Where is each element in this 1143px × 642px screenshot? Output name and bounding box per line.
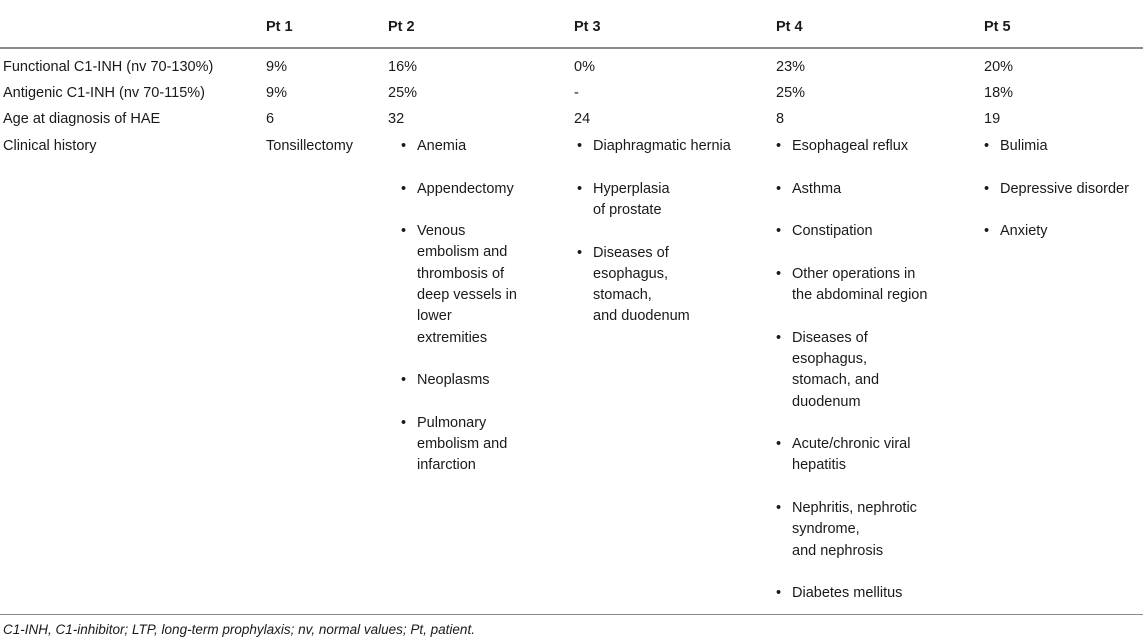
clinical-item-text: Venous (417, 223, 466, 240)
clinical-item-text: stomach, (593, 287, 652, 304)
cell-age-pt5: 19 (984, 111, 1001, 127)
clinical-item-text: Diaphragmatic hernia (593, 138, 731, 154)
clinical-item-text: stomach, and (792, 372, 880, 389)
header-pt2: Pt 2 (388, 19, 415, 35)
bullet-icon: • (776, 180, 782, 197)
header-pt4: Pt 4 (776, 19, 803, 35)
clinical-item-text: Diseases of (792, 329, 868, 346)
clinical-item-text: and duodenum (593, 308, 690, 325)
cell-age-pt4: 8 (776, 111, 785, 127)
clinical-item-text: deep vessels in (417, 287, 517, 304)
bullet-icon: • (776, 329, 782, 346)
clinical-item-text: Asthma (792, 180, 842, 197)
bullet-icon: • (577, 244, 583, 261)
bullet-icon: • (776, 223, 782, 240)
bullet-icon: • (401, 414, 407, 431)
row-label-functional: Functional C1-INH (nv 70-130%) (3, 59, 214, 75)
header-pt5: Pt 5 (984, 19, 1011, 35)
cell-functional-pt3: 0% (574, 59, 595, 75)
cell-functional-pt5: 20% (984, 59, 1014, 75)
cell-age-pt2: 32 (388, 111, 405, 127)
bullet-icon: • (401, 138, 407, 154)
clinical-item-text: Other operations in (792, 265, 916, 282)
clinical-item-text: Acute/chronic viral (792, 436, 911, 453)
clinical-item-text: Esophageal reflux (792, 138, 909, 154)
cell-functional-pt1: 9% (266, 59, 287, 75)
clinical-item-text: Hyperplasia (593, 180, 670, 197)
row-label-clinical-history: Clinical history (3, 138, 97, 154)
clinical-item-text: Depressive disorder (1000, 180, 1129, 197)
bullet-icon: • (984, 223, 990, 240)
cell-antigenic-pt4: 25% (776, 85, 806, 101)
cell-antigenic-pt5: 18% (984, 85, 1014, 101)
clinical-item-text: thrombosis of (417, 265, 505, 282)
clinical-item-text: Neoplasms (417, 372, 490, 389)
clinical-item-text: Appendectomy (417, 180, 514, 197)
clinical-item-text: esophagus, (792, 350, 867, 367)
bullet-icon: • (577, 180, 583, 197)
cell-antigenic-pt1: 9% (266, 85, 287, 101)
bullet-icon: • (776, 138, 782, 154)
bullet-icon: • (776, 585, 782, 602)
clinical-item-text: esophagus, (593, 265, 668, 282)
bullet-icon: • (984, 138, 990, 154)
clinical-item-text: and nephrosis (792, 542, 884, 559)
clinical-item-text: duodenum (792, 393, 861, 410)
clinical-item-text: extremities (417, 329, 488, 346)
cell-clinical-pt1: Tonsillectomy (266, 138, 354, 154)
bullet-icon: • (776, 436, 782, 453)
clinical-item-text: the abdominal region (792, 287, 928, 304)
bullet-icon: • (984, 180, 990, 197)
clinical-item-text: Pulmonary (417, 414, 487, 431)
clinical-item-text: hepatitis (792, 457, 847, 474)
cell-functional-pt4: 23% (776, 59, 806, 75)
cell-age-pt3: 24 (574, 111, 591, 127)
clinical-item-text: Anemia (417, 138, 467, 154)
row-label-antigenic: Antigenic C1-INH (nv 70-115%) (3, 85, 206, 101)
bullet-icon: • (776, 265, 782, 282)
row-label-age: Age at diagnosis of HAE (3, 111, 161, 127)
clinical-item-text: embolism and (417, 436, 508, 453)
header-divider (0, 47, 1143, 49)
cell-antigenic-pt2: 25% (388, 85, 418, 101)
bullet-icon: • (401, 180, 407, 197)
clinical-item-text: infarction (417, 457, 476, 474)
header-pt1: Pt 1 (266, 19, 293, 35)
clinical-item-text: Diabetes mellitus (792, 585, 903, 602)
table-bottom-divider (0, 614, 1143, 615)
clinical-item-text: syndrome, (792, 521, 860, 538)
clinical-item-text: Constipation (792, 223, 873, 240)
clinical-item-text: Anxiety (1000, 223, 1048, 240)
clinical-item-text: Bulimia (1000, 138, 1048, 154)
clinical-item-text: Nephritis, nephrotic (792, 500, 917, 517)
clinical-item-text: embolism and (417, 244, 508, 261)
clinical-item-text: Diseases of (593, 244, 669, 261)
clinical-item-text: lower (417, 308, 452, 325)
cell-functional-pt2: 16% (388, 59, 418, 75)
clinical-item-text: of prostate (593, 201, 662, 218)
bullet-icon: • (401, 223, 407, 240)
bullet-icon: • (577, 138, 583, 154)
bullet-icon: • (776, 500, 782, 517)
cell-age-pt1: 6 (266, 111, 275, 127)
table-footnote: C1-INH, C1-inhibitor; LTP, long-term prophylaxis; nv, normal values; Pt, patient. (3, 622, 475, 637)
cell-antigenic-pt3: - (574, 85, 579, 101)
header-pt3: Pt 3 (574, 19, 601, 35)
bullet-icon: • (401, 372, 407, 389)
